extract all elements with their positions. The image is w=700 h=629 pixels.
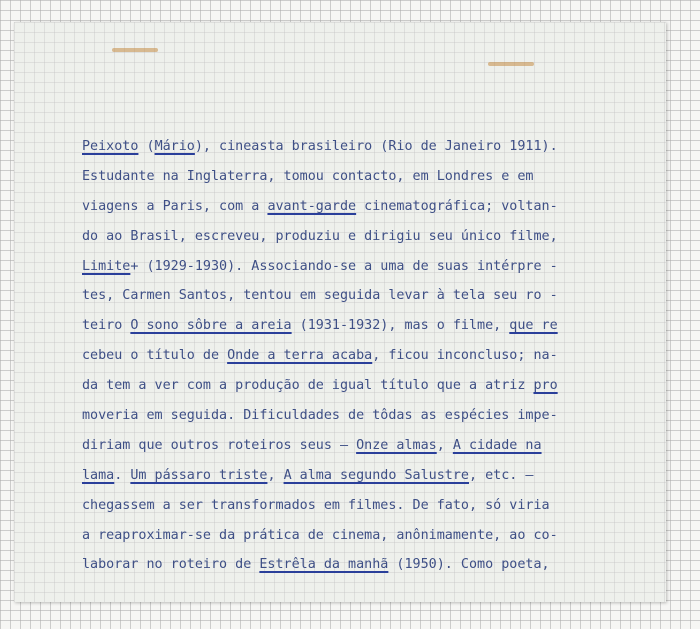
text-segment: , xyxy=(267,467,284,483)
underlined-title: avant-garde xyxy=(267,198,357,214)
text-line xyxy=(82,431,652,461)
text-segment: + (1929-1930). Associando-se a uma de suas intérpre - xyxy=(130,258,558,274)
text-line xyxy=(82,222,652,252)
text-segment: chegassem a ser transformados em filmes. De fato, só viria xyxy=(82,497,550,513)
underlined-title: Onde a terra acaba xyxy=(227,348,373,364)
underlined-title: Estrêla da manhã xyxy=(259,557,389,573)
text-line xyxy=(82,281,652,311)
underlined-title: A cidade na xyxy=(452,437,542,453)
text-line xyxy=(82,162,652,192)
text-segment: viagens a Paris, com a xyxy=(82,198,268,214)
tape-mark-left xyxy=(112,48,158,52)
underlined-title: O sono sôbre a areia xyxy=(130,318,292,334)
text-segment: cebeu o título de xyxy=(82,348,228,364)
underlined-title: Peixoto xyxy=(82,139,139,154)
text-segment: Estudante na Inglaterra, tomou contacto, em Londres e em xyxy=(82,168,534,184)
text-segment: . xyxy=(114,467,131,483)
underlined-title: que re xyxy=(509,318,558,334)
text-segment: a reaproximar-se da prática de cinema, anônimamente, ao co- xyxy=(82,527,558,543)
text-segment: teiro xyxy=(82,318,131,334)
text-segment: tes, Carmen Santos, tentou em seguida levar à tela seu ro - xyxy=(82,288,558,304)
text-segment: cinematográfica; voltan- xyxy=(356,198,558,214)
text-segment: laborar no roteiro de xyxy=(82,557,260,573)
underlined-title: Mário xyxy=(154,139,195,154)
text-line xyxy=(82,491,652,521)
underlined-title: A alma segundo Salustre xyxy=(283,467,469,483)
text-line xyxy=(82,132,652,162)
text-line xyxy=(82,371,652,401)
underlined-title: pro xyxy=(533,378,558,394)
typewritten-text xyxy=(82,132,652,580)
text-line xyxy=(82,550,652,580)
text-segment: moveria em seguida. Dificuldades de tôdas as espécies impe- xyxy=(82,408,558,424)
text-segment: da tem a ver com a produção de igual título que a atriz xyxy=(82,378,534,394)
text-segment: , etc. — xyxy=(469,467,534,483)
text-line xyxy=(82,521,652,551)
text-segment: , xyxy=(436,437,453,453)
tape-mark-right xyxy=(488,62,534,66)
text-line xyxy=(82,192,652,222)
text-line xyxy=(82,341,652,371)
text-segment: ( xyxy=(138,139,155,154)
text-line xyxy=(82,252,652,282)
text-segment: do ao Brasil, escreveu, produziu e dirigiu seu único filme, xyxy=(82,228,558,244)
underlined-title: Limite xyxy=(82,258,131,274)
text-segment: , ficou inconcluso; na- xyxy=(372,348,558,364)
typewritten-sheet xyxy=(14,22,666,602)
text-segment: (1931-1932), mas o filme, xyxy=(291,318,510,334)
text-line xyxy=(82,461,652,491)
text-segment: (1950). Como poeta, xyxy=(388,557,550,573)
text-line xyxy=(82,401,652,431)
underlined-title: Onze almas xyxy=(356,437,437,453)
underlined-title: Um pássaro triste xyxy=(130,467,268,483)
text-segment: ), cineasta brasileiro (Rio de Janeiro 1911). xyxy=(194,139,558,154)
underlined-title: lama xyxy=(82,467,115,483)
text-line xyxy=(82,311,652,341)
text-segment: diriam que outros roteiros seus — xyxy=(82,437,357,453)
